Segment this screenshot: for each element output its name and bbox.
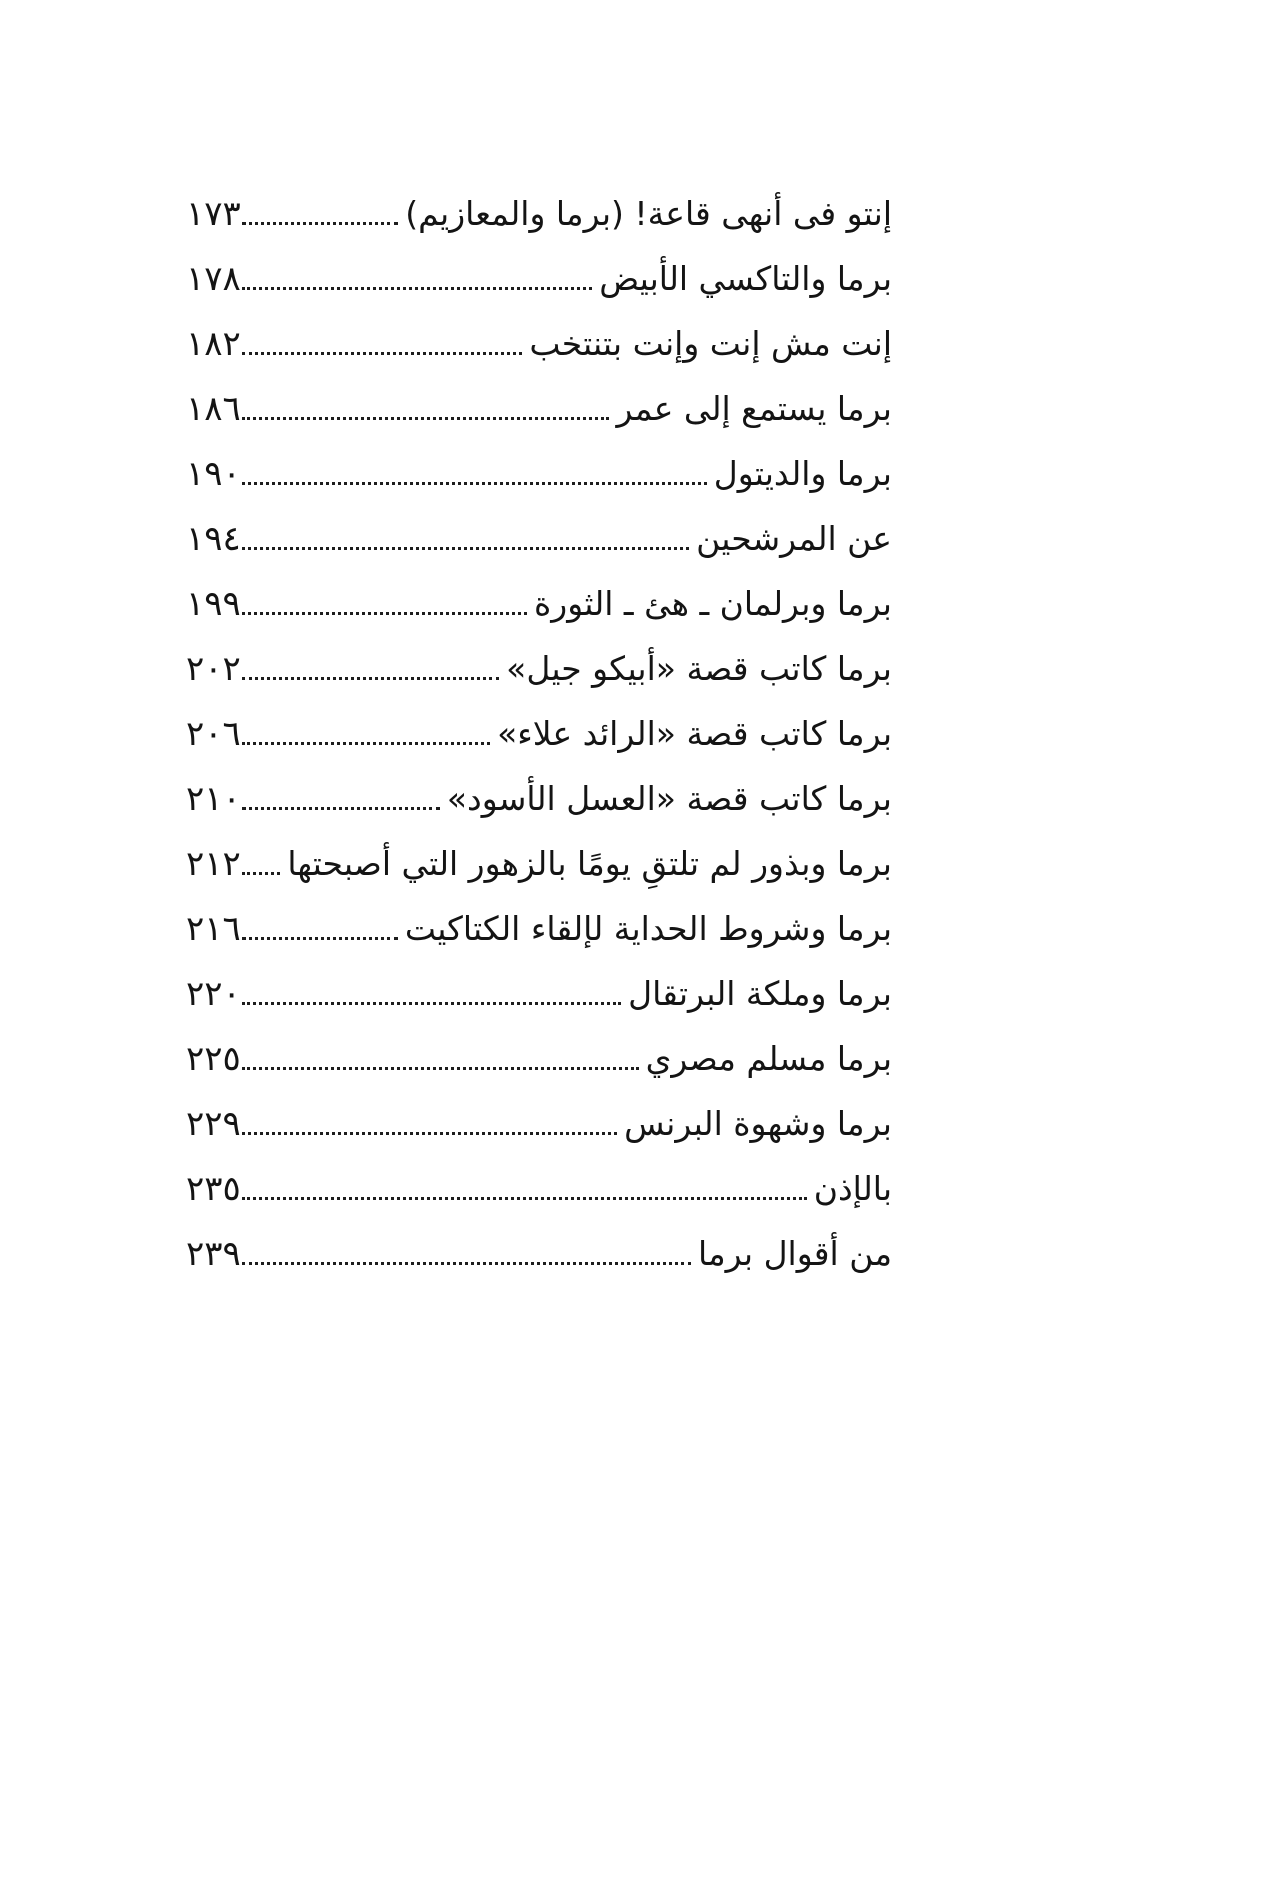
toc-entry-title: برما والديتول — [713, 454, 892, 493]
dot-leader — [242, 677, 499, 680]
toc-entry — [186, 831, 892, 896]
toc-entry — [186, 376, 892, 441]
toc-entry-title: برما كاتب قصة «أبيكو جيل» — [506, 649, 892, 688]
toc-entry — [186, 1221, 892, 1286]
toc-entry-page-number: ١٩٤ — [186, 518, 241, 559]
toc-entry-title: إنت مش إنت وإنت بتنتخب — [529, 324, 892, 363]
toc-entry-title: برما وبرلمان ـ هئ ـ الثورة — [533, 584, 892, 623]
toc-entry-page-number: ١٩٠ — [186, 453, 241, 494]
dot-leader — [242, 1002, 621, 1005]
toc-entry-title: عن المرشحين — [696, 519, 892, 558]
toc-entry — [186, 896, 892, 961]
toc-entry — [186, 311, 892, 376]
toc-entry-page-number: ١٨٢ — [186, 323, 241, 364]
toc-entry — [186, 766, 892, 831]
toc-entry-page-number: ٢٢٩ — [186, 1103, 241, 1144]
toc-entry — [186, 246, 892, 311]
toc-entry-page-number: ٢٠٢ — [186, 648, 241, 689]
toc-entry-page-number: ٢٢٠ — [186, 973, 241, 1014]
toc-entry-title: برما مسلم مصري — [645, 1039, 892, 1078]
toc-entry — [186, 636, 892, 701]
dot-leader — [242, 1067, 639, 1070]
dot-leader — [242, 742, 490, 745]
toc-entry-title: برما وشروط الحداية لإلقاء الكتاكيت — [404, 909, 892, 948]
toc-entry-title: من أقوال برما — [697, 1234, 892, 1273]
dot-leader — [242, 1197, 807, 1200]
toc-entry — [186, 1091, 892, 1156]
toc-entry-title: بالإذن — [813, 1169, 892, 1208]
dot-leader — [242, 482, 707, 485]
dot-leader — [242, 937, 398, 940]
toc-entry-page-number: ٢١٦ — [186, 908, 241, 949]
dot-leader — [242, 612, 527, 615]
toc-entry-title: برما وشهوة البرنس — [624, 1104, 892, 1143]
toc-entry — [186, 506, 892, 571]
toc-entry-title: إنتو فى أنهى قاعة! (برما والمعازيم) — [405, 194, 892, 233]
toc-entry — [186, 701, 892, 766]
dot-leader — [242, 352, 523, 355]
toc-entry-page-number: ٢١٠ — [186, 778, 241, 819]
dot-leader — [242, 807, 440, 810]
toc-entry-page-number: ١٧٣ — [186, 193, 241, 234]
dot-leader — [242, 287, 592, 290]
toc-entry — [186, 961, 892, 1026]
toc-entry-page-number: ٢٠٦ — [186, 713, 241, 754]
toc-entry-title: برما كاتب قصة «الرائد علاء» — [497, 714, 892, 753]
toc-entry — [186, 181, 892, 246]
toc-entry-page-number: ٢٣٥ — [186, 1168, 241, 1209]
dot-leader — [242, 872, 281, 875]
toc-entry — [186, 571, 892, 636]
toc-entry-page-number: ١٨٦ — [186, 388, 241, 429]
toc-entry-title: برما كاتب قصة «العسل الأسود» — [446, 779, 892, 818]
toc-entry-title: برما وملكة البرتقال — [628, 974, 892, 1013]
toc-entry-page-number: ٢٣٩ — [186, 1233, 241, 1274]
toc-entry-title: برما يستمع إلى عمر — [616, 389, 892, 428]
toc-entry-title: برما وبذور لم تلتقِ يومًا بالزهور التي أصبحتها — [287, 844, 892, 883]
toc-entry — [186, 441, 892, 506]
toc-entry-page-number: ٢٢٥ — [186, 1038, 241, 1079]
dot-leader — [242, 1132, 617, 1135]
toc-entry-page-number: ٢١٢ — [186, 843, 241, 884]
dot-leader — [242, 547, 689, 550]
toc-entry-page-number: ١٩٩ — [186, 583, 241, 624]
toc-entry-page-number: ١٧٨ — [186, 258, 241, 299]
dot-leader — [242, 417, 610, 420]
toc-entry — [186, 1156, 892, 1221]
dot-leader — [242, 222, 398, 225]
table-of-contents — [186, 181, 892, 1286]
toc-entry-title: برما والتاكسي الأبيض — [599, 259, 892, 298]
toc-entry — [186, 1026, 892, 1091]
dot-leader — [242, 1262, 691, 1265]
